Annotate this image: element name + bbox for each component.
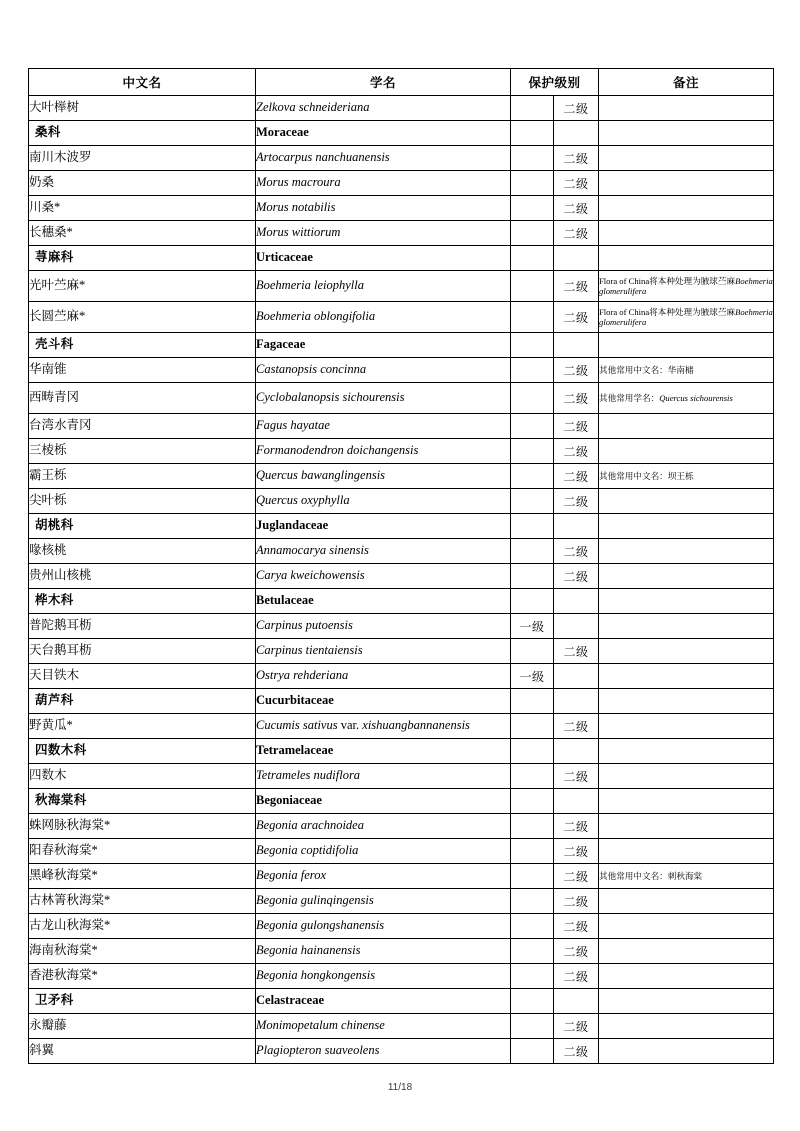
cell-notes: 其他常用中文名：华南槠 bbox=[599, 358, 774, 383]
cell-protection-level-second-class bbox=[554, 689, 599, 714]
note-plain-text: Flora of China将本种处理为腋球苎麻 bbox=[599, 275, 736, 286]
cell-family-scientific-name: Begoniaceae bbox=[256, 789, 511, 814]
cell-notes: 其他常用中文名：刺秋海棠 bbox=[599, 864, 774, 889]
cell-family-chinese-name: 桦木科 bbox=[29, 589, 256, 614]
cell-chinese-name: 西畴青冈 bbox=[29, 383, 256, 414]
cell-protection-level-second-class bbox=[554, 789, 599, 814]
cell-protection-level-first-class bbox=[511, 414, 554, 439]
table-row-family bbox=[29, 333, 774, 358]
cell-notes bbox=[599, 1039, 774, 1064]
cell-protection-level-second-class bbox=[554, 121, 599, 146]
cell-protection-level-second-class: 二级 bbox=[554, 489, 599, 514]
cell-scientific-name: Carpinus putoensis bbox=[256, 614, 511, 639]
cell-notes bbox=[599, 814, 774, 839]
cell-protection-level-second-class: 二级 bbox=[554, 171, 599, 196]
cell-scientific-name: Monimopetalum chinense bbox=[256, 1014, 511, 1039]
cell-scientific-name: Zelkova schneideriana bbox=[256, 96, 511, 121]
cell-family-chinese-name: 葫芦科 bbox=[29, 689, 256, 714]
cell-chinese-name: 斜翼 bbox=[29, 1039, 256, 1064]
table-row-species bbox=[29, 146, 774, 171]
table-row-species bbox=[29, 614, 774, 639]
cell-protection-level-second-class: 二级 bbox=[554, 914, 599, 939]
cell-scientific-name: Cyclobalanopsis sichourensis bbox=[256, 383, 511, 414]
cell-protection-level-first-class bbox=[511, 539, 554, 564]
cell-protection-level-second-class: 二级 bbox=[554, 414, 599, 439]
cell-protection-level-first-class bbox=[511, 196, 554, 221]
table-row-family bbox=[29, 989, 774, 1014]
cell-family-chinese-name: 桑科 bbox=[29, 121, 256, 146]
cell-notes bbox=[599, 689, 774, 714]
cell-notes bbox=[599, 383, 774, 414]
cell-protection-level-second-class: 二级 bbox=[554, 964, 599, 989]
infraspecific-rank-marker: var. bbox=[340, 718, 360, 733]
cell-chinese-name: 海南秋海棠* bbox=[29, 939, 256, 964]
cell-scientific-name: Begonia coptidifolia bbox=[256, 839, 511, 864]
cell-chinese-name: 蛛网脉秋海棠* bbox=[29, 814, 256, 839]
table-row-family bbox=[29, 514, 774, 539]
table-row-family bbox=[29, 689, 774, 714]
cell-scientific-name: Begonia ferox bbox=[256, 864, 511, 889]
cell-family-scientific-name: Tetramelaceae bbox=[256, 739, 511, 764]
cell-chinese-name: 四数木 bbox=[29, 764, 256, 789]
table-row-species bbox=[29, 764, 774, 789]
cell-scientific-name: Castanopsis concinna bbox=[256, 358, 511, 383]
scientific-name-binomial: Cucumis sativus bbox=[256, 718, 338, 733]
cell-notes bbox=[599, 246, 774, 271]
table-header-row bbox=[29, 69, 774, 96]
cell-protection-level-second-class: 二级 bbox=[554, 814, 599, 839]
cell-scientific-name: Carya kweichowensis bbox=[256, 564, 511, 589]
table-row-species bbox=[29, 889, 774, 914]
cell-notes bbox=[599, 764, 774, 789]
cell-scientific-name: Begonia hongkongensis bbox=[256, 964, 511, 989]
cell-scientific-name: Morus notabilis bbox=[256, 196, 511, 221]
cell-chinese-name: 古林箐秋海棠* bbox=[29, 889, 256, 914]
cell-scientific-name: Formanodendron doichangensis bbox=[256, 439, 511, 464]
column-header-notes: 备注 bbox=[599, 69, 774, 96]
cell-chinese-name: 奶桑 bbox=[29, 171, 256, 196]
cell-chinese-name: 天台鹅耳枥 bbox=[29, 639, 256, 664]
cell-notes bbox=[599, 146, 774, 171]
table-row-species bbox=[29, 414, 774, 439]
cell-protection-level-first-class bbox=[511, 358, 554, 383]
cell-chinese-name: 喙核桃 bbox=[29, 539, 256, 564]
cell-notes bbox=[599, 789, 774, 814]
cell-protection-level-second-class: 二级 bbox=[554, 439, 599, 464]
cell-notes bbox=[599, 302, 774, 333]
cell-scientific-name: Tetrameles nudiflora bbox=[256, 764, 511, 789]
table-row-species bbox=[29, 358, 774, 383]
cell-protection-level-second-class bbox=[554, 589, 599, 614]
table-row-species bbox=[29, 171, 774, 196]
table-row-species bbox=[29, 964, 774, 989]
cell-scientific-name: Morus macroura bbox=[256, 171, 511, 196]
cell-protection-level-first-class bbox=[511, 146, 554, 171]
table-row-family bbox=[29, 246, 774, 271]
cell-protection-level-second-class: 二级 bbox=[554, 714, 599, 739]
table-row-species bbox=[29, 439, 774, 464]
cell-chinese-name: 贵州山核桃 bbox=[29, 564, 256, 589]
cell-chinese-name: 台湾水青冈 bbox=[29, 414, 256, 439]
note-plain-text: 其他常用学名： bbox=[599, 392, 660, 403]
cell-scientific-name: Begonia hainanensis bbox=[256, 939, 511, 964]
cell-family-chinese-name: 卫矛科 bbox=[29, 989, 256, 1014]
cell-scientific-name: Boehmeria leiophylla bbox=[256, 271, 511, 302]
cell-protection-level-first-class bbox=[511, 564, 554, 589]
table-row-species bbox=[29, 1014, 774, 1039]
cell-protection-level-second-class bbox=[554, 989, 599, 1014]
cell-protection-level-first-class bbox=[511, 96, 554, 121]
infraspecific-epithet: xishuangbannanensis bbox=[362, 718, 470, 733]
cell-scientific-name: Carpinus tientaiensis bbox=[256, 639, 511, 664]
cell-protection-level-first-class bbox=[511, 439, 554, 464]
cell-protection-level-first-class bbox=[511, 333, 554, 358]
cell-protection-level-second-class: 二级 bbox=[554, 271, 599, 302]
cell-chinese-name: 长圆苎麻* bbox=[29, 302, 256, 333]
cell-notes bbox=[599, 539, 774, 564]
table-row-species bbox=[29, 914, 774, 939]
table-row-species bbox=[29, 383, 774, 414]
cell-chinese-name: 川桑* bbox=[29, 196, 256, 221]
cell-protection-level-second-class bbox=[554, 246, 599, 271]
cell-protection-level-second-class: 二级 bbox=[554, 96, 599, 121]
cell-notes bbox=[599, 221, 774, 246]
cell-protection-level-first-class bbox=[511, 589, 554, 614]
table-row-species bbox=[29, 639, 774, 664]
cell-chinese-name: 三棱栎 bbox=[29, 439, 256, 464]
cell-protection-level-second-class bbox=[554, 614, 599, 639]
cell-notes bbox=[599, 714, 774, 739]
cell-family-chinese-name: 胡桃科 bbox=[29, 514, 256, 539]
table-row-species bbox=[29, 1039, 774, 1064]
cell-family-scientific-name: Celastraceae bbox=[256, 989, 511, 1014]
cell-notes bbox=[599, 333, 774, 358]
cell-protection-level-second-class bbox=[554, 664, 599, 689]
table-row-family bbox=[29, 589, 774, 614]
cell-notes bbox=[599, 989, 774, 1014]
cell-scientific-name: Begonia gulongshanensis bbox=[256, 914, 511, 939]
cell-protection-level-second-class: 二级 bbox=[554, 889, 599, 914]
cell-notes bbox=[599, 271, 774, 302]
cell-protection-level-second-class: 二级 bbox=[554, 564, 599, 589]
cell-protection-level-second-class: 二级 bbox=[554, 383, 599, 414]
cell-protection-level-first-class bbox=[511, 246, 554, 271]
cell-notes bbox=[599, 589, 774, 614]
cell-family-chinese-name: 壳斗科 bbox=[29, 333, 256, 358]
cell-family-scientific-name: Moraceae bbox=[256, 121, 511, 146]
cell-chinese-name: 天目铁木 bbox=[29, 664, 256, 689]
cell-protection-level-first-class bbox=[511, 171, 554, 196]
cell-chinese-name: 普陀鹅耳枥 bbox=[29, 614, 256, 639]
cell-protection-level-first-class bbox=[511, 714, 554, 739]
cell-protection-level-first-class bbox=[511, 639, 554, 664]
cell-scientific-name: Begonia arachnoidea bbox=[256, 814, 511, 839]
cell-protection-level-first-class bbox=[511, 764, 554, 789]
cell-protection-level-first-class bbox=[511, 989, 554, 1014]
cell-chinese-name: 光叶苎麻* bbox=[29, 271, 256, 302]
note-plain-text: Flora of China将本种处理为腋球苎麻 bbox=[599, 306, 736, 317]
table-row-species bbox=[29, 96, 774, 121]
table-row-species bbox=[29, 839, 774, 864]
note-italic-scientific-name: Boehmeria glomerulifera bbox=[599, 306, 773, 327]
table-row-species bbox=[29, 539, 774, 564]
cell-protection-level-second-class: 二级 bbox=[554, 939, 599, 964]
cell-notes bbox=[599, 564, 774, 589]
cell-protection-level-first-class bbox=[511, 739, 554, 764]
cell-notes bbox=[599, 939, 774, 964]
cell-notes bbox=[599, 96, 774, 121]
cell-notes bbox=[599, 739, 774, 764]
note-italic-scientific-name: Boehmeria glomerulifera bbox=[599, 275, 773, 296]
cell-scientific-name: Morus wittiorum bbox=[256, 221, 511, 246]
cell-scientific-name: Fagus hayatae bbox=[256, 414, 511, 439]
cell-protection-level-second-class: 二级 bbox=[554, 764, 599, 789]
cell-family-chinese-name: 四数木科 bbox=[29, 739, 256, 764]
cell-notes bbox=[599, 514, 774, 539]
cell-scientific-name: Ostrya rehderiana bbox=[256, 664, 511, 689]
table-row-species bbox=[29, 564, 774, 589]
cell-protection-level-second-class: 二级 bbox=[554, 221, 599, 246]
cell-scientific-name: Quercus bawanglingensis bbox=[256, 464, 511, 489]
cell-protection-level-first-class bbox=[511, 271, 554, 302]
table-row-species bbox=[29, 814, 774, 839]
cell-family-scientific-name: Urticaceae bbox=[256, 246, 511, 271]
cell-family-scientific-name: Cucurbitaceae bbox=[256, 689, 511, 714]
cell-protection-level-second-class: 二级 bbox=[554, 864, 599, 889]
table-row-species bbox=[29, 864, 774, 889]
note-italic-scientific-name: Quercus sichourensis bbox=[659, 392, 733, 403]
cell-family-scientific-name: Betulaceae bbox=[256, 589, 511, 614]
cell-protection-level-second-class: 二级 bbox=[554, 839, 599, 864]
cell-protection-level-second-class bbox=[554, 333, 599, 358]
cell-protection-level-first-class bbox=[511, 464, 554, 489]
column-header-chinese-name: 中文名 bbox=[29, 69, 256, 96]
cell-protection-level-first-class bbox=[511, 939, 554, 964]
cell-family-scientific-name: Juglandaceae bbox=[256, 514, 511, 539]
cell-scientific-name bbox=[256, 714, 511, 739]
cell-protection-level-first-class bbox=[511, 1014, 554, 1039]
table-row-species bbox=[29, 464, 774, 489]
table-row-species bbox=[29, 939, 774, 964]
column-header-scientific-name: 学名 bbox=[256, 69, 511, 96]
cell-protection-level-first-class bbox=[511, 889, 554, 914]
cell-chinese-name: 黑峰秋海棠* bbox=[29, 864, 256, 889]
cell-protection-level-first-class bbox=[511, 489, 554, 514]
cell-protection-level-second-class bbox=[554, 514, 599, 539]
species-table-container bbox=[28, 68, 773, 1064]
table-row-species bbox=[29, 302, 774, 333]
cell-protection-level-second-class: 二级 bbox=[554, 1039, 599, 1064]
cell-protection-level-second-class: 二级 bbox=[554, 464, 599, 489]
cell-protection-level-second-class: 二级 bbox=[554, 639, 599, 664]
cell-protection-level-first-class bbox=[511, 864, 554, 889]
cell-notes bbox=[599, 414, 774, 439]
cell-scientific-name: Plagiopteron suaveolens bbox=[256, 1039, 511, 1064]
cell-notes bbox=[599, 664, 774, 689]
cell-protection-level-first-class bbox=[511, 383, 554, 414]
protected-species-table bbox=[28, 68, 774, 1064]
cell-protection-level-first-class: 一级 bbox=[511, 614, 554, 639]
cell-chinese-name: 南川木波罗 bbox=[29, 146, 256, 171]
cell-notes bbox=[599, 914, 774, 939]
cell-protection-level-first-class bbox=[511, 789, 554, 814]
table-row-species bbox=[29, 664, 774, 689]
cell-scientific-name: Annamocarya sinensis bbox=[256, 539, 511, 564]
column-header-protection-level: 保护级别 bbox=[511, 69, 599, 96]
cell-notes bbox=[599, 614, 774, 639]
cell-protection-level-first-class bbox=[511, 514, 554, 539]
cell-protection-level-second-class: 二级 bbox=[554, 146, 599, 171]
cell-notes bbox=[599, 964, 774, 989]
table-body bbox=[29, 96, 774, 1064]
cell-protection-level-first-class bbox=[511, 964, 554, 989]
cell-protection-level-first-class bbox=[511, 814, 554, 839]
cell-family-chinese-name: 秋海棠科 bbox=[29, 789, 256, 814]
cell-protection-level-first-class bbox=[511, 689, 554, 714]
table-row-species bbox=[29, 221, 774, 246]
cell-protection-level-second-class: 二级 bbox=[554, 302, 599, 333]
cell-notes bbox=[599, 639, 774, 664]
cell-chinese-name: 大叶榉树 bbox=[29, 96, 256, 121]
cell-notes bbox=[599, 439, 774, 464]
cell-notes bbox=[599, 839, 774, 864]
cell-notes bbox=[599, 196, 774, 221]
table-row-species bbox=[29, 489, 774, 514]
cell-chinese-name: 香港秋海棠* bbox=[29, 964, 256, 989]
table-row-family bbox=[29, 739, 774, 764]
cell-scientific-name: Begonia gulinqingensis bbox=[256, 889, 511, 914]
table-header bbox=[29, 69, 774, 96]
cell-chinese-name: 长穗桑* bbox=[29, 221, 256, 246]
cell-protection-level-second-class: 二级 bbox=[554, 539, 599, 564]
cell-notes bbox=[599, 121, 774, 146]
cell-notes bbox=[599, 171, 774, 196]
cell-notes bbox=[599, 889, 774, 914]
cell-chinese-name: 尖叶栎 bbox=[29, 489, 256, 514]
cell-scientific-name: Boehmeria oblongifolia bbox=[256, 302, 511, 333]
cell-family-chinese-name: 荨麻科 bbox=[29, 246, 256, 271]
cell-protection-level-second-class: 二级 bbox=[554, 358, 599, 383]
cell-protection-level-first-class bbox=[511, 839, 554, 864]
cell-chinese-name: 永瓣藤 bbox=[29, 1014, 256, 1039]
cell-chinese-name: 霸王栎 bbox=[29, 464, 256, 489]
cell-protection-level-first-class: 一级 bbox=[511, 664, 554, 689]
cell-notes: 其他常用中文名：坝王栎 bbox=[599, 464, 774, 489]
page-number-footer: 11/18 bbox=[387, 1082, 413, 1093]
cell-family-scientific-name: Fagaceae bbox=[256, 333, 511, 358]
table-row-species bbox=[29, 196, 774, 221]
cell-protection-level-first-class bbox=[511, 1039, 554, 1064]
cell-protection-level-second-class bbox=[554, 739, 599, 764]
cell-notes bbox=[599, 1014, 774, 1039]
cell-scientific-name: Artocarpus nanchuanensis bbox=[256, 146, 511, 171]
cell-protection-level-first-class bbox=[511, 221, 554, 246]
cell-notes bbox=[599, 489, 774, 514]
cell-protection-level-second-class: 二级 bbox=[554, 196, 599, 221]
cell-chinese-name: 阳春秋海棠* bbox=[29, 839, 256, 864]
cell-chinese-name: 华南锥 bbox=[29, 358, 256, 383]
cell-scientific-name: Quercus oxyphylla bbox=[256, 489, 511, 514]
table-row-family bbox=[29, 121, 774, 146]
cell-chinese-name: 野黄瓜* bbox=[29, 714, 256, 739]
cell-chinese-name: 古龙山秋海棠* bbox=[29, 914, 256, 939]
cell-protection-level-second-class: 二级 bbox=[554, 1014, 599, 1039]
cell-protection-level-first-class bbox=[511, 302, 554, 333]
cell-protection-level-first-class bbox=[511, 121, 554, 146]
table-row-family bbox=[29, 789, 774, 814]
table-row-species bbox=[29, 714, 774, 739]
cell-protection-level-first-class bbox=[511, 914, 554, 939]
table-row-species bbox=[29, 271, 774, 302]
